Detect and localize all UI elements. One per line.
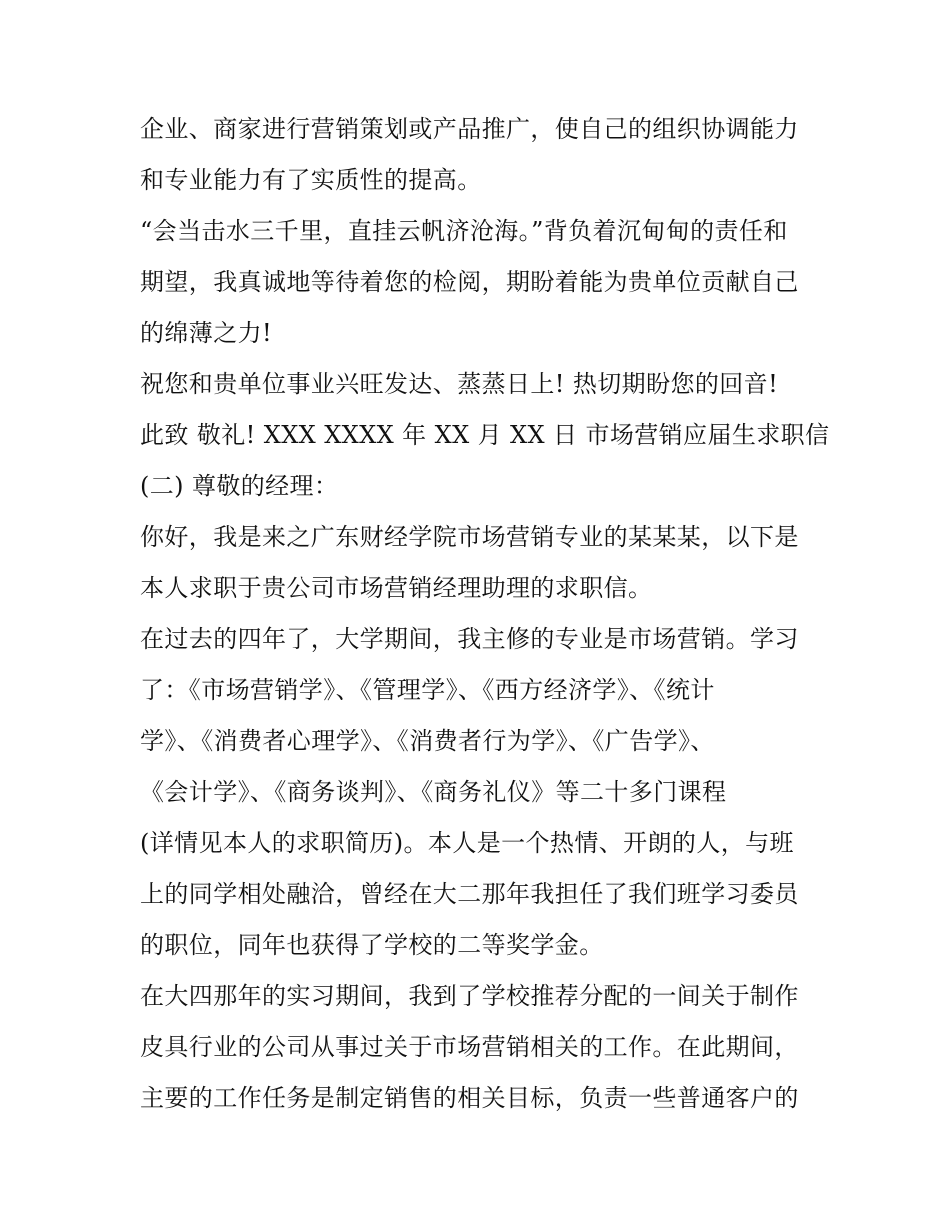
text-line: (详情见本人的求职简历)。本人是一个热情、开朗的人，与班 — [140, 829, 794, 857]
text-line: 了：《市场营销学》、《管理学》、《西方经济学》、《统计 — [140, 676, 715, 704]
text-line: 祝您和贵单位事业兴旺发达、蒸蒸日上! 热切期盼您的回音! — [140, 370, 779, 398]
text-line: 和专业能力有了实质性的提高。 — [140, 166, 482, 194]
text-line: 此致 敬礼! XXX XXXX 年 XX 月 XX 日 市场营销应届生求职信 — [140, 421, 830, 449]
text-line: 的职位，同年也获得了学校的二等奖学金。 — [140, 931, 604, 959]
text-line: 的绵薄之力! — [140, 319, 273, 347]
text-line: 在大四那年的实习期间，我到了学校推荐分配的一间关于制作 — [140, 982, 799, 1010]
text-line: 在过去的四年了，大学期间，我主修的专业是市场营销。学习 — [140, 625, 799, 653]
text-line: 你好，我是来之广东财经学院市场营销专业的某某某，以下是 — [140, 523, 799, 551]
text-line: 企业、商家进行营销策划或产品推广，使自己的组织协调能力 — [140, 115, 799, 143]
text-line: 皮具行业的公司从事过关于市场营销相关的工作。在此期间， — [140, 1033, 799, 1061]
text-line: 本人求职于贵公司市场营销经理助理的求职信。 — [140, 574, 653, 602]
text-line: 主要的工作任务是制定销售的相关目标，负责一些普通客户的 — [140, 1084, 799, 1112]
text-line: 期望，我真诚地等待着您的检阅，期盼着能为贵单位贡献自己 — [140, 268, 799, 296]
body-text — [140, 104, 830, 1124]
section-heading: (二) 尊敬的经理： — [140, 472, 339, 500]
text-line: “会当击水三千里，直挂云帆济沧海。”背负着沉甸甸的责任和 — [140, 217, 788, 245]
text-line: 上的同学相处融洽，曾经在大二那年我担任了我们班学习委员 — [140, 880, 799, 908]
text-line: 学》、《消费者心理学》、《消费者行为学》、《广告学》、 — [140, 727, 715, 755]
text-line: 《会计学》、《商务谈判》、《商务礼仪》等二十多门课程 — [140, 778, 727, 806]
